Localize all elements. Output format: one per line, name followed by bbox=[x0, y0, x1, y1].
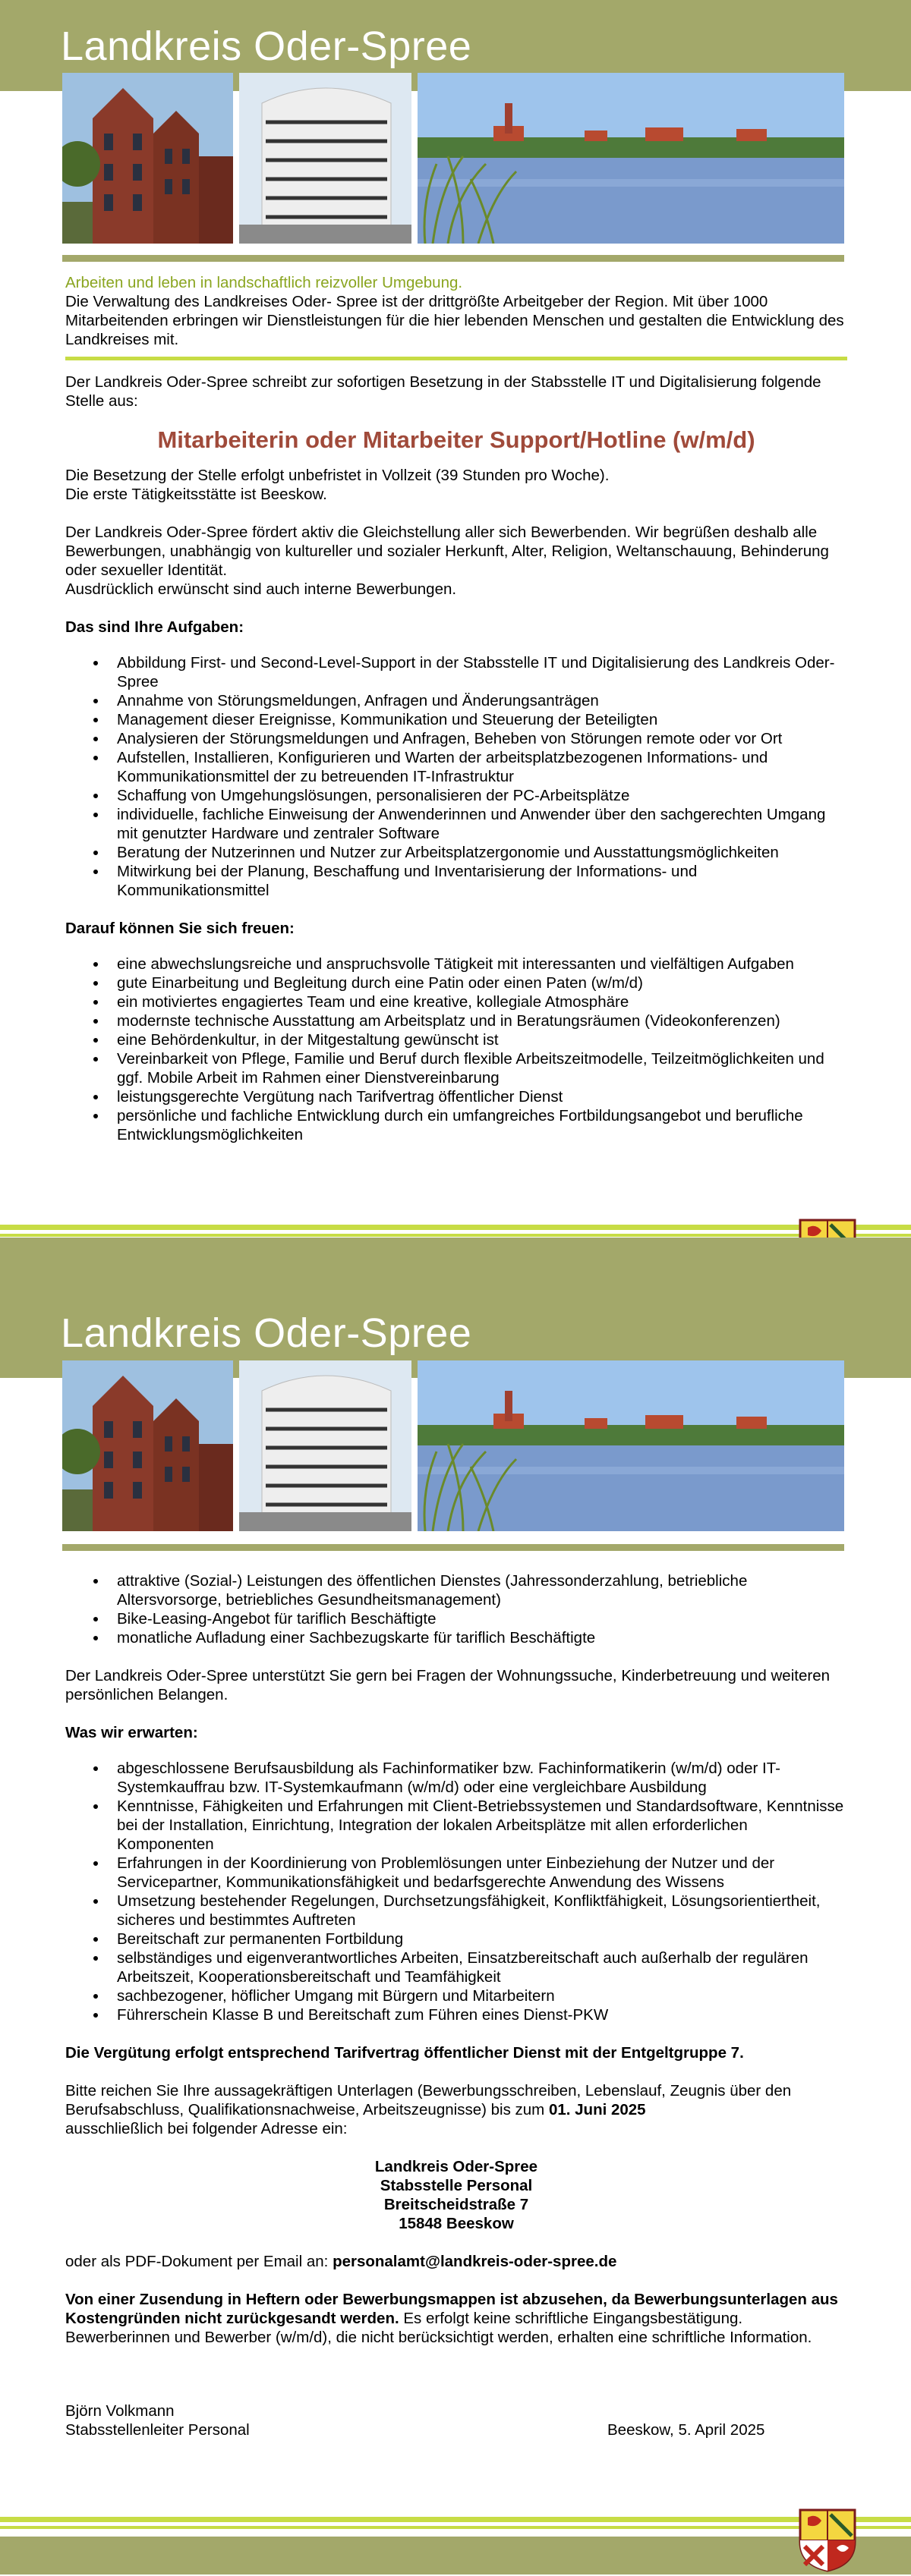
benefits-list bbox=[65, 955, 847, 1144]
benefits-heading: Darauf können Sie sich freuen: bbox=[65, 920, 295, 937]
requirements-list bbox=[65, 1759, 847, 2024]
footer-rule-page-2 bbox=[0, 2517, 911, 2522]
application-deadline: 01. Juni 2025 bbox=[548, 2101, 646, 2118]
list-item: • Abbildung First- und Second-Level-Support in der Stabsstelle IT und Digitalisierung des Landkreis Oder-Spree bbox=[108, 653, 847, 691]
footer-rule bbox=[0, 1225, 911, 1230]
header-band-page-2 bbox=[0, 1238, 911, 1378]
page-2-content bbox=[65, 1571, 847, 2439]
signature-block bbox=[65, 2401, 847, 2439]
list-item: • Vereinbarkeit von Pflege, Familie und Beruf durch flexible Arbeitszeitmodelle, Teilzeitmöglichkeiten und ggf. Mobile Arbeit im Rahmen einer Dienstvereinbarung bbox=[108, 1049, 847, 1087]
footer-band-page-2 bbox=[0, 2537, 911, 2574]
list-item: • Kenntnisse, Fähigkeiten und Erfahrungen mit Client-Betriebssystemen und Standardsoftware, Kenntnisse bei der Installation, Einrichtung, Integration der lokalen Arbeitsplätze mit allen erforderlichen Komponenten bbox=[108, 1797, 847, 1854]
list-item: • persönliche und fachliche Entwicklung durch ein umfangreiches Fortbildungsangebot und berufliche Entwicklungsmöglichkeiten bbox=[108, 1106, 847, 1144]
list-item: • eine Behördenkultur, in der Mitgestaltung gewünscht ist bbox=[108, 1030, 847, 1049]
requirements-heading: Was wir erwarten: bbox=[65, 1724, 198, 1741]
place-date: Beeskow, 5. April 2025 bbox=[607, 2421, 765, 2439]
employment-line-1: Die Besetzung der Stelle erfolgt unbefristet in Vollzeit (39 Stunden pro Woche). bbox=[65, 467, 610, 484]
list-item: • monatliche Aufladung einer Sachbezugskarte für tariflich Beschäftigte bbox=[108, 1628, 847, 1647]
list-item: • Bike-Leasing-Angebot für tariflich Beschäftigte bbox=[108, 1609, 847, 1628]
list-item: • Mitwirkung bei der Planung, Beschaffung und Inventarisierung der Informations- und Kommunikationsmittel bbox=[108, 862, 847, 900]
list-item: • attraktive (Sozial-) Leistungen des öffentlichen Dienstes (Jahressonderzahlung, betriebliche Altersvorsorge, betriebliches Gesundheitsmanagement) bbox=[108, 1571, 847, 1609]
address-line-2: Stabsstelle Personal bbox=[380, 2177, 533, 2194]
salary-text: Die Vergütung erfolgt entsprechend Tarifvertrag öffentlicher Dienst mit der Entgeltgruppe 7. bbox=[65, 2044, 744, 2062]
application-text-after: ausschließlich bei folgender Adresse ein: bbox=[65, 2120, 348, 2137]
notice-text bbox=[65, 2290, 847, 2347]
application-text bbox=[65, 2081, 847, 2138]
email-link[interactable]: personalamt@landkreis-oder-spree.de bbox=[333, 2253, 617, 2270]
list-item: • abgeschlossene Berufsausbildung als Fachinformatiker bzw. Fachinformatikerin (w/m/d) oder IT-Systemkauffrau bzw. IT-Systemkaufmann (w/m/d) oder eine vergleichbare Ausbildung bbox=[108, 1759, 847, 1797]
application-text-before: Bitte reichen Sie Ihre aussagekräftigen Unterlagen (Bewerbungsschreiben, Lebenslauf, Zeugnis über den Berufsabschluss, Qualifikationsnachweise, Arbeitszeugnisse) bis zum bbox=[65, 2082, 792, 2118]
header-underline-page-2 bbox=[62, 1544, 844, 1551]
equality-text: Der Landkreis Oder-Spree fördert aktiv die Gleichstellung aller sich Bewerbenden. Wir begrüßen deshalb alle Bewerbungen, unabhängig von kultureller und sozialer Herkunft, Alter, Religion, Weltanschauung, Behinderung oder sexueller Identität. bbox=[65, 524, 829, 579]
address-line-4: 15848 Beeskow bbox=[399, 2215, 514, 2232]
photo-lake-town bbox=[418, 1360, 844, 1531]
signature-name: Björn Volkmann bbox=[65, 2402, 175, 2420]
list-item: • leistungsgerechte Vergütung nach Tarifvertrag öffentlicher Dienst bbox=[108, 1087, 847, 1106]
page-1-content bbox=[65, 273, 847, 1144]
list-item: • Management dieser Ereignisse, Kommunikation und Steuerung der Beteiligten bbox=[108, 710, 847, 729]
notice-normal: Es erfolgt keine schriftliche Eingangsbestätigung. Bewerberinnen und Bewerber (w/m/d), die nicht berücksichtigt werden, erhalten eine schriftliche Information. bbox=[65, 2310, 812, 2346]
support-text: Der Landkreis Oder-Spree unterstützt Sie gern bei Fragen der Wohnungssuche, Kinderbetreuung und weiteren persönlichen Belangen. bbox=[65, 1667, 830, 1703]
list-item: • individuelle, fachliche Einweisung der Anwenderinnen und Anwender über den sachgerechten Umgang mit genutzter Hardware und zentraler Software bbox=[108, 805, 847, 843]
header-title: Landkreis Oder-Spree bbox=[61, 24, 472, 69]
photo-brick-building bbox=[62, 73, 233, 244]
notice-bold: Von einer Zusendung in Heftern oder Bewerbungsmappen ist abzusehen, da Bewerbungsunterlagen aus Kostengründen nicht zurückgesandt werden. bbox=[65, 2291, 838, 2327]
list-item: • Führerschein Klasse B und Bereitschaft zum Führen eines Dienst-PKW bbox=[108, 2005, 847, 2024]
benefits-list-continued bbox=[65, 1571, 847, 1647]
job-title: Mitarbeiterin oder Mitarbeiter Support/Hotline (w/m/d) bbox=[157, 426, 755, 453]
list-item: • Aufstellen, Installieren, Konfigurieren und Warten der arbeitsplatzbezogenen Informations- und Kommunikationsmittel der zu betreuenden IT-Infrastruktur bbox=[108, 748, 847, 786]
photo-round-building bbox=[239, 73, 411, 244]
list-item: • Schaffung von Umgehungslösungen, personalisieren der PC-Arbeitsplätze bbox=[108, 786, 847, 805]
employment-line-2: Die erste Tätigkeitsstätte ist Beeskow. bbox=[65, 486, 327, 503]
coat-of-arms-icon bbox=[797, 2507, 858, 2572]
header-title-page-2: Landkreis Oder-Spree bbox=[61, 1310, 472, 1356]
list-item: • modernste technische Ausstattung am Arbeitsplatz und in Beratungsräumen (Videokonferenzen) bbox=[108, 1011, 847, 1030]
list-item: • Analysieren der Störungsmeldungen und Anfragen, Beheben von Störungen remote oder vor Ort bbox=[108, 729, 847, 748]
list-item: • ein motiviertes engagiertes Team und eine kreative, kollegiale Atmosphäre bbox=[108, 992, 847, 1011]
signature-role: Stabsstellenleiter Personal bbox=[65, 2421, 250, 2439]
intro-divider bbox=[65, 357, 847, 360]
header-photos bbox=[62, 73, 844, 244]
address-line-1: Landkreis Oder-Spree bbox=[374, 2158, 538, 2175]
internal-applications-text: Ausdrücklich erwünscht sind auch interne Bewerbungen. bbox=[65, 580, 457, 598]
page-2 bbox=[0, 1238, 911, 2574]
list-item: • Annahme von Störungsmeldungen, Anfragen und Änderungsanträgen bbox=[108, 691, 847, 710]
list-item: • Umsetzung bestehender Regelungen, Durchsetzungsfähigkeit, Konfliktfähigkeit, Lösungsorientiertheit, sicheres und bestimmtes Auftreten bbox=[108, 1892, 847, 1930]
photo-round-building bbox=[239, 1360, 411, 1531]
footer-rule-thin-page-2 bbox=[0, 2526, 911, 2529]
list-item: • Erfahrungen in der Koordinierung von Problemlösungen unter Einbeziehung der Nutzer und der Servicepartner, Kommunikationsfähigkeit und bedarfsgerechte Anwendung des Wissens bbox=[108, 1854, 847, 1892]
tagline: Arbeiten und leben in landschaftlich reizvoller Umgebung. bbox=[65, 274, 463, 291]
header-photos-page-2 bbox=[62, 1360, 844, 1531]
tasks-list bbox=[65, 653, 847, 900]
list-item: • eine abwechslungsreiche und anspruchsvolle Tätigkeit mit interessanten und vielfältigen Aufgaben bbox=[108, 955, 847, 973]
list-item: • sachbezogener, höflicher Umgang mit Bürgern und Mitarbeitern bbox=[108, 1986, 847, 2005]
list-item: • Beratung der Nutzerinnen und Nutzer zur Arbeitsplatzergonomie und Ausstattungsmöglichkeiten bbox=[108, 843, 847, 862]
header-underline bbox=[62, 255, 844, 262]
list-item: • selbständiges und eigenverantwortliches Arbeiten, Einsatzbereitschaft auch außerhalb der regulären Arbeitszeit, Kooperationsbereitschaft und Teamfähigkeit bbox=[108, 1949, 847, 1986]
address-line-3: Breitscheidstraße 7 bbox=[383, 2196, 529, 2213]
intro-text: Die Verwaltung des Landkreises Oder- Spree ist der drittgrößte Arbeitgeber der Region. Mit über 1000 Mitarbeitenden erbringen wir Dienstleistungen für die hier lebenden Menschen und gestalten die Entwicklung des Landkreises mit. bbox=[65, 293, 844, 348]
footer-rule-thin bbox=[0, 1234, 911, 1237]
photo-lake-town bbox=[418, 73, 844, 244]
page-1 bbox=[0, 0, 911, 1238]
email-prefix: oder als PDF-Dokument per Email an: bbox=[65, 2253, 333, 2270]
email-line bbox=[65, 2252, 847, 2271]
list-item: • gute Einarbeitung und Begleitung durch eine Patin oder einen Paten (w/m/d) bbox=[108, 973, 847, 992]
tasks-heading: Das sind Ihre Aufgaben: bbox=[65, 618, 244, 636]
list-item: • Bereitschaft zur permanenten Fortbildung bbox=[108, 1930, 847, 1949]
postal-address bbox=[65, 2157, 847, 2233]
announcement-text: Der Landkreis Oder-Spree schreibt zur sofortigen Besetzung in der Stabsstelle IT und Digitalisierung folgende Stelle aus: bbox=[65, 373, 821, 410]
photo-brick-building bbox=[62, 1360, 233, 1531]
